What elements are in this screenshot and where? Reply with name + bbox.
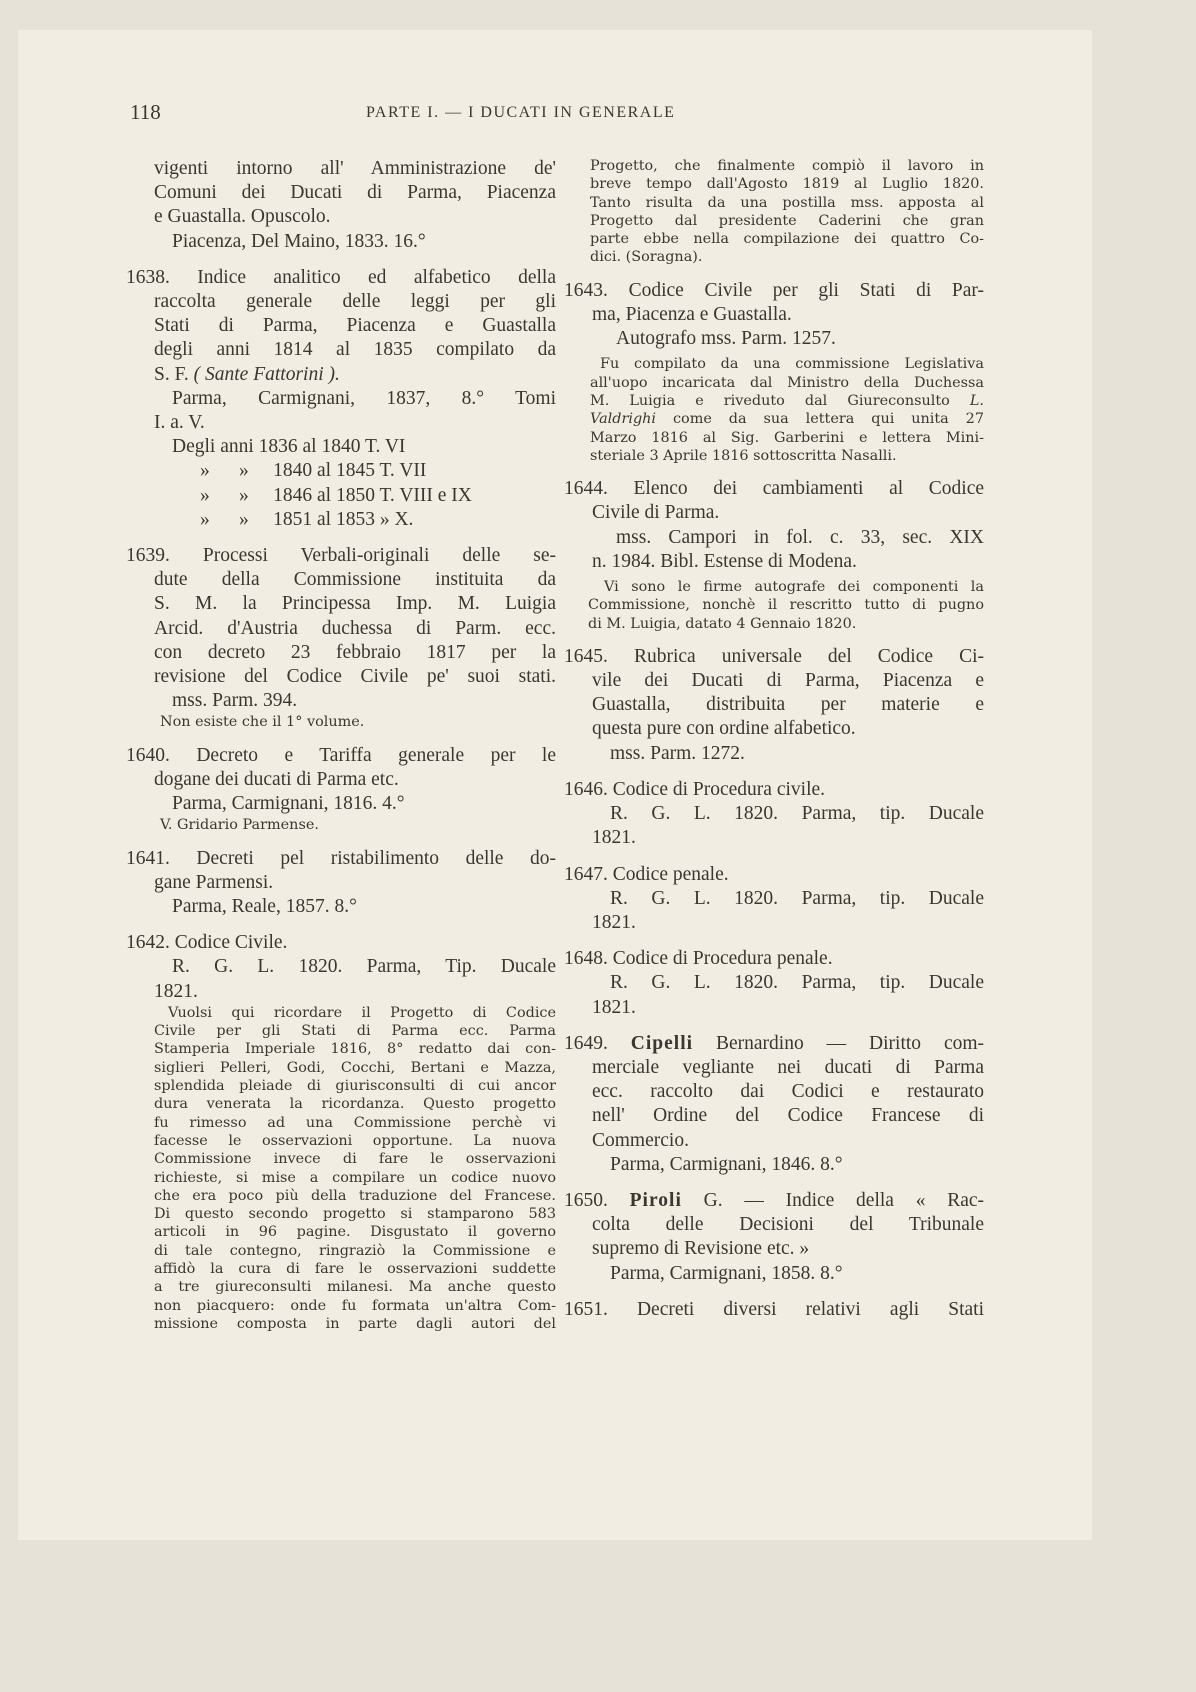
entry-line: colta delle Decisioni del Tribunale: [592, 1214, 984, 1236]
entry-line: merciale vegliante nei ducati di Parma: [592, 1056, 984, 1078]
note-line: a tre giureconsulti milanesi. Ma anche questo: [154, 1279, 556, 1296]
entry-line: 1651. Decreti diversi relativi agli Stati: [564, 1298, 984, 1320]
entry-line: con decreto 23 febbraio 1817 per la: [154, 641, 556, 663]
note-line: breve tempo dall'Agosto 1819 al Luglio 1820.: [590, 176, 984, 193]
note-line: Progetto dal presidente Caderini che gran: [590, 212, 984, 229]
entry-line: 1644. Elenco dei cambiamenti al Codice: [564, 478, 985, 500]
entry-line: 1647. Codice penale.: [564, 863, 729, 885]
entry-1648: [564, 947, 984, 1020]
entry-line: 1646. Codice di Procedura civile.: [564, 778, 826, 800]
entry-imprint: mss. Parm. 394.: [172, 690, 298, 712]
entry-number: 1638.: [126, 266, 170, 288]
note-line: M. Luigia e riveduto dal Giureconsulto L.: [590, 392, 984, 409]
entry-1646: [564, 778, 984, 851]
entry-line: revisione del Codice Civile pe' suoi stati.: [154, 666, 556, 688]
note-line: dura venerata la ricordanza. Questo progetto: [154, 1096, 556, 1113]
entry-line: Degli anni 1836 al 1840 T. VI: [172, 436, 406, 458]
entry-line: gane Parmensi.: [154, 871, 274, 893]
entry-line: raccolta generale delle leggi per gli: [154, 291, 556, 313]
entry-note: [564, 578, 984, 633]
page-header: [130, 100, 990, 130]
entry-line: dogane dei ducati di Parma etc.: [154, 768, 399, 790]
entry-imprint: Parma, Carmignani, 1816. 4.°: [172, 793, 405, 815]
note-line: Marzo 1816 al Sig. Garberini e lettera Mini-: [590, 429, 984, 446]
note-line: Commissione invece di fare le osservazioni: [154, 1151, 556, 1168]
entry-imprint: R. G. L. 1820. Parma, tip. Ducale: [610, 887, 984, 909]
entry-number: 1646.: [564, 778, 608, 800]
entry-line: 1643. Codice Civile per gli Stati di Par-: [564, 279, 985, 301]
running-head: PARTE I. — I DUCATI IN GENERALE: [366, 104, 676, 121]
entry-line: 1642. Codice Civile.: [126, 932, 288, 954]
entry-note: V. Gridario Parmense.: [160, 817, 319, 834]
entry-line: vigenti intorno all' Amministrazione de': [154, 158, 556, 179]
entry-1644: [564, 477, 984, 633]
entry-line: Comuni dei Ducati di Parma, Piacenza: [154, 182, 556, 204]
entry-number: 1640.: [126, 744, 170, 766]
entry-line: I. a. V.: [154, 412, 205, 434]
right-column: [564, 157, 984, 1322]
entry-1639: [126, 544, 556, 732]
note-line: Di questo secondo progetto si stamparono 583: [154, 1206, 556, 1223]
note-line: Vi sono le firme autografe dei componenti la: [604, 578, 984, 595]
entry-line: S. F. ( Sante Fattorini ).: [154, 363, 340, 385]
entry-line: 1821.: [592, 996, 636, 1018]
note-line: Progetto, che finalmente compiò il lavoro in: [590, 158, 984, 174]
entry-imprint: Parma, Carmignani, 1846. 8.°: [610, 1153, 843, 1175]
author-name: Cipelli: [630, 1032, 694, 1054]
entry-line: 1645. Rubrica universale del Codice Ci-: [564, 645, 984, 667]
book-page: [18, 30, 1092, 1540]
entry-line: 1821.: [154, 980, 198, 1002]
entry-line: S. M. la Principessa Imp. M. Luigia: [154, 593, 556, 615]
note-line: affidò la cura di fare le osservazioni suddette: [154, 1261, 556, 1278]
note-line: Stamperia Imperiale 1816, 8° redatto dai con-: [154, 1041, 556, 1058]
entry-imprint: Autografo mss. Parm. 1257.: [616, 328, 836, 350]
note-line: che era poco più della traduzione del Francese.: [154, 1187, 556, 1204]
note-line: missione composta in parte dagli autori del: [154, 1315, 556, 1332]
entry-1651: [564, 1298, 984, 1322]
entry-1640: [126, 744, 556, 835]
entry-number: 1639.: [126, 545, 170, 567]
entry-line: 1638. Indice analitico ed alfabetico della: [126, 266, 556, 288]
entry-number: 1647.: [564, 863, 608, 885]
note-line: facesse le osservazioni opportune. La nuova: [154, 1132, 556, 1149]
entry-line: » » 1840 al 1845 T. VII: [200, 460, 427, 482]
entry-line: 1650. Piroli G. — Indice della « Rac-: [564, 1189, 985, 1211]
note-line: Vuolsi qui ricordare il Progetto di Codice: [168, 1004, 556, 1021]
entry-1645: [564, 645, 984, 766]
entry-1649: [564, 1032, 984, 1177]
note-line: articoli in 96 pagine. Disgustato il governo: [154, 1224, 556, 1241]
note-line: richieste, si mise a compilare un codice nuovo: [154, 1169, 556, 1186]
author-name: Piroli: [629, 1189, 682, 1211]
entry-note: [126, 1004, 556, 1333]
entry-line: n. 1984. Bibl. Estense di Modena.: [592, 550, 857, 572]
entry-line: » » 1846 al 1850 T. VIII e IX: [200, 484, 472, 506]
entry-line: Stati di Parma, Piacenza e Guastalla: [154, 315, 556, 337]
note-line: parte ebbe nella compilazione dei quattro Co-: [590, 231, 984, 248]
entry-line: » » 1851 al 1853 » X.: [200, 508, 414, 530]
entry-imprint: Parma, Carmignani, 1837, 8.° Tomi: [172, 387, 556, 409]
entry-line: ecc. raccolto dai Codici e restaurato: [592, 1081, 984, 1103]
note-line: Tanto risulta da una postilla mss. apposta al: [590, 194, 984, 211]
entry-number: 1643.: [564, 279, 608, 301]
note-line: Commissione, nonchè il rescritto tutto di pugno: [588, 597, 984, 614]
entry-line: Civile di Parma.: [592, 502, 720, 524]
entry-1643: [564, 279, 984, 465]
entry-imprint: Piacenza, Del Maino, 1833. 16.°: [172, 230, 426, 252]
entry-line: nell' Ordine del Codice Francese di: [592, 1105, 984, 1127]
entry-1650: [564, 1189, 984, 1286]
entry-imprint: mss. Campori in fol. c. 33, sec. XIX: [616, 526, 984, 548]
note-line: steriale 3 Aprile 1816 sottoscritta Nasalli.: [590, 447, 897, 464]
entry-number: 1641.: [126, 847, 170, 869]
entry-line: 1648. Codice di Procedura penale.: [564, 948, 833, 970]
entry-1641: [126, 847, 556, 920]
entry-line: dute della Commissione instituita da: [154, 569, 556, 591]
entry-line: Commercio.: [592, 1129, 689, 1151]
note-line: siglieri Pelleri, Godi, Cocchi, Bertani e Mazza,: [154, 1059, 556, 1076]
left-column: [126, 157, 556, 1333]
author-name: ( Sante Fattorini ).: [193, 363, 340, 385]
entry-line: Guastalla, distribuita per materie e: [592, 694, 984, 716]
note-line: dici. (Soragna).: [590, 249, 703, 266]
entry-1647: [564, 863, 984, 936]
entry-number: 1644.: [564, 478, 608, 500]
entry-imprint: Parma, Carmignani, 1858. 8.°: [610, 1262, 843, 1284]
entry-number: 1649.: [564, 1032, 608, 1054]
entry-line: 1641. Decreti pel ristabilimento delle do-: [126, 847, 557, 869]
entry-line: 1639. Processi Verbali-originali delle se-: [126, 545, 556, 567]
entry-continuation: [126, 157, 556, 254]
entry-line: supremo di Revisione etc. »: [592, 1238, 810, 1260]
entry-line: degli anni 1814 al 1835 compilato da: [154, 339, 556, 361]
entry-line: 1821.: [592, 827, 636, 849]
entry-imprint: mss. Parm. 1272.: [610, 742, 745, 764]
entry-number: 1642.: [126, 932, 170, 954]
entry-imprint: R. G. L. 1820. Parma, Tip. Ducale: [172, 956, 556, 978]
entry-line: 1649. Cipelli Bernardino — Diritto com-: [564, 1032, 985, 1054]
entry-number: 1648.: [564, 948, 608, 970]
page-number: 118: [130, 100, 161, 124]
entry-line: vile dei Ducati di Parma, Piacenza e: [592, 670, 984, 692]
entry-line: 1821.: [592, 911, 636, 933]
entry-imprint: Parma, Reale, 1857. 8.°: [172, 896, 357, 918]
entry-1638: [126, 266, 556, 532]
note-line: fu rimesso ad una Commissione perchè vi: [154, 1114, 556, 1131]
entry-line: Arcid. d'Austria duchessa di Parm. ecc.: [154, 617, 556, 639]
entry-note: [564, 355, 984, 465]
note-line: Valdrighi come da sua lettera qui unita 27: [590, 411, 984, 428]
note-line: di tale contegno, ringraziò la Commissione e: [154, 1242, 556, 1259]
note-continuation: [564, 157, 984, 267]
note-line: non piacquero: onde fu formata un'altra Com-: [154, 1297, 556, 1314]
entry-note: Non esiste che il 1° volume.: [160, 714, 365, 731]
entry-line: 1640. Decreto e Tariffa generale per le: [126, 744, 557, 766]
note-line: di M. Luigia, datato 4 Gennaio 1820.: [588, 615, 857, 632]
entry-line: ma, Piacenza e Guastalla.: [592, 303, 792, 325]
note-line: splendida pleiade di giurisconsulti di cui ancor: [154, 1078, 556, 1095]
note-line: all'uopo incaricata dal Ministro della Duchessa: [590, 374, 984, 391]
entry-number: 1650.: [564, 1189, 608, 1211]
entry-1642: [126, 931, 556, 1333]
entry-imprint: R. G. L. 1820. Parma, tip. Ducale: [610, 972, 984, 994]
note-line: Fu compilato da una commissione Legislativa: [600, 356, 984, 373]
note-line: Civile per gli Stati di Parma ecc. Parma: [154, 1023, 556, 1040]
entry-line: questa pure con ordine alfabetico.: [592, 718, 856, 740]
entry-imprint: R. G. L. 1820. Parma, tip. Ducale: [610, 803, 984, 825]
entry-number: 1645.: [564, 645, 608, 667]
entry-number: 1651.: [564, 1298, 608, 1320]
entry-line: e Guastalla. Opuscolo.: [154, 206, 331, 228]
